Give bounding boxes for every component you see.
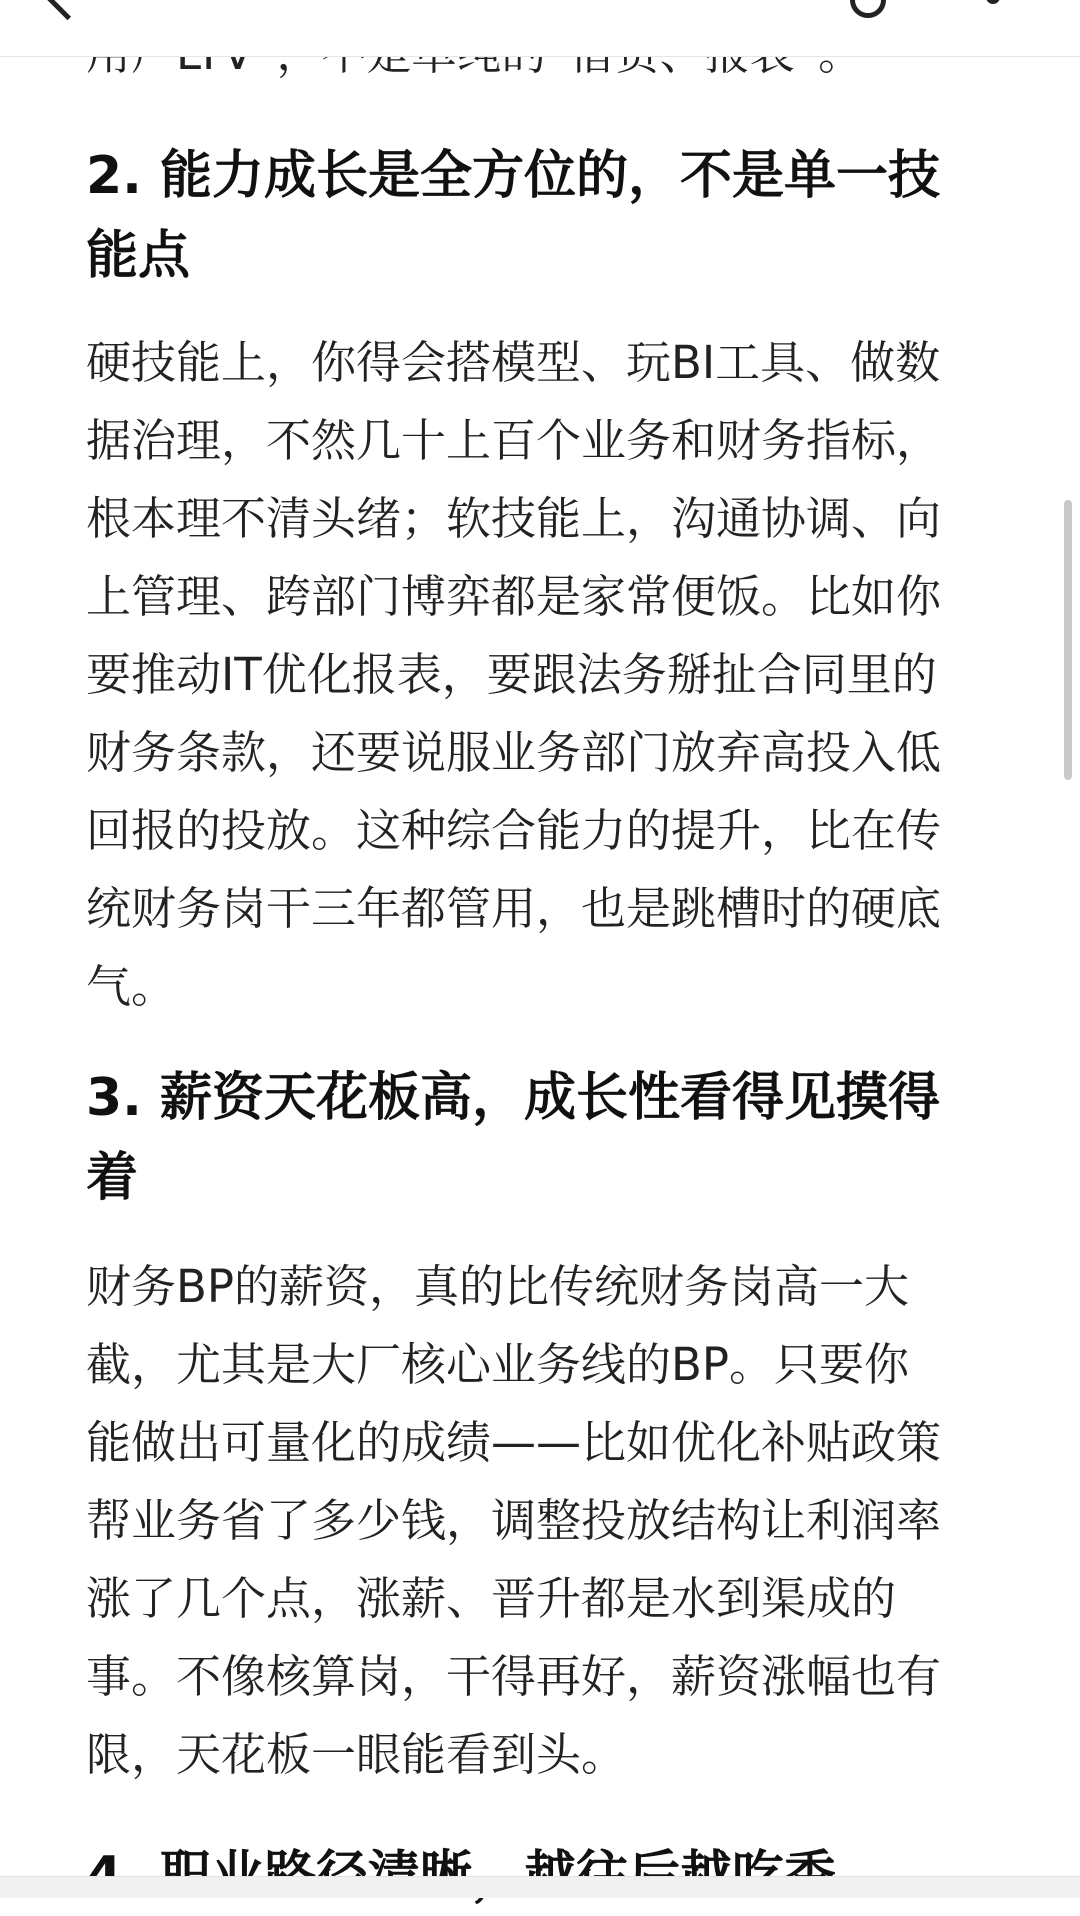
paragraph-line: 据治理，不然几十上百个业务和财务指标，: [86, 414, 942, 467]
paragraph-line: 气。: [86, 960, 177, 1013]
paragraph-line: 事。不像核算岗，干得再好，薪资涨幅也有: [86, 1650, 942, 1703]
vertical-scrollbar[interactable]: [1064, 500, 1072, 780]
back-arrow-icon[interactable]: [43, 0, 92, 20]
paragraph-line: 统财务岗干三年都管用，也是跳槽时的硬底: [86, 882, 942, 935]
paragraph-line: 回报的投放。这种综合能力的提升，比在传: [86, 804, 942, 857]
paragraph-line: 能做出可量化的成绩——比如优化补贴政策: [86, 1416, 942, 1469]
section-paragraph-2: [86, 324, 1000, 1026]
ring-icon[interactable]: [850, 0, 886, 18]
heading-line: 3. 薪资天花板高，成长性看得见摸得: [86, 1068, 941, 1128]
paragraph-line: 财务条款，还要说服业务部门放弃高投入低: [86, 726, 942, 779]
heading-line: 能点: [86, 226, 191, 286]
section-heading-3: [86, 1058, 1006, 1218]
scrollbar-thumb[interactable]: [1064, 500, 1072, 780]
paragraph-line: 帮业务省了多少钱，调整投放结构让利润率: [86, 1494, 942, 1547]
bottom-bar: [0, 1876, 1080, 1898]
heading-line: 着: [86, 1148, 139, 1208]
paragraph-line: 限，天花板一眼能看到头。: [86, 1728, 627, 1781]
paragraph-line: 根本理不清头绪；软技能上，沟通协调、向: [86, 492, 942, 545]
more-dot-icon[interactable]: [986, 0, 1000, 4]
paragraph-line: 财务BP的薪资，真的比传统财务岗高一大: [86, 1260, 910, 1313]
section-heading-2: [86, 136, 1006, 296]
paragraph-line: 涨了几个点，涨薪、晋升都是水到渠成的: [86, 1572, 897, 1625]
heading-line: 2. 能力成长是全方位的，不是单一技: [86, 146, 941, 206]
paragraph-line: 上管理、跨部门博弈都是家常便饭。比如你: [86, 570, 942, 623]
top-navigation-bar: [0, 0, 1080, 57]
paragraph-line: 硬技能上，你得会搭模型、玩BI工具、做数: [86, 336, 941, 389]
section-paragraph-3: [86, 1248, 1000, 1794]
paragraph-line: 截，尤其是大厂核心业务线的BP。只要你: [86, 1338, 910, 1391]
paragraph-line: 要推动IT优化报表，要跟法务掰扯合同里的: [86, 648, 937, 701]
